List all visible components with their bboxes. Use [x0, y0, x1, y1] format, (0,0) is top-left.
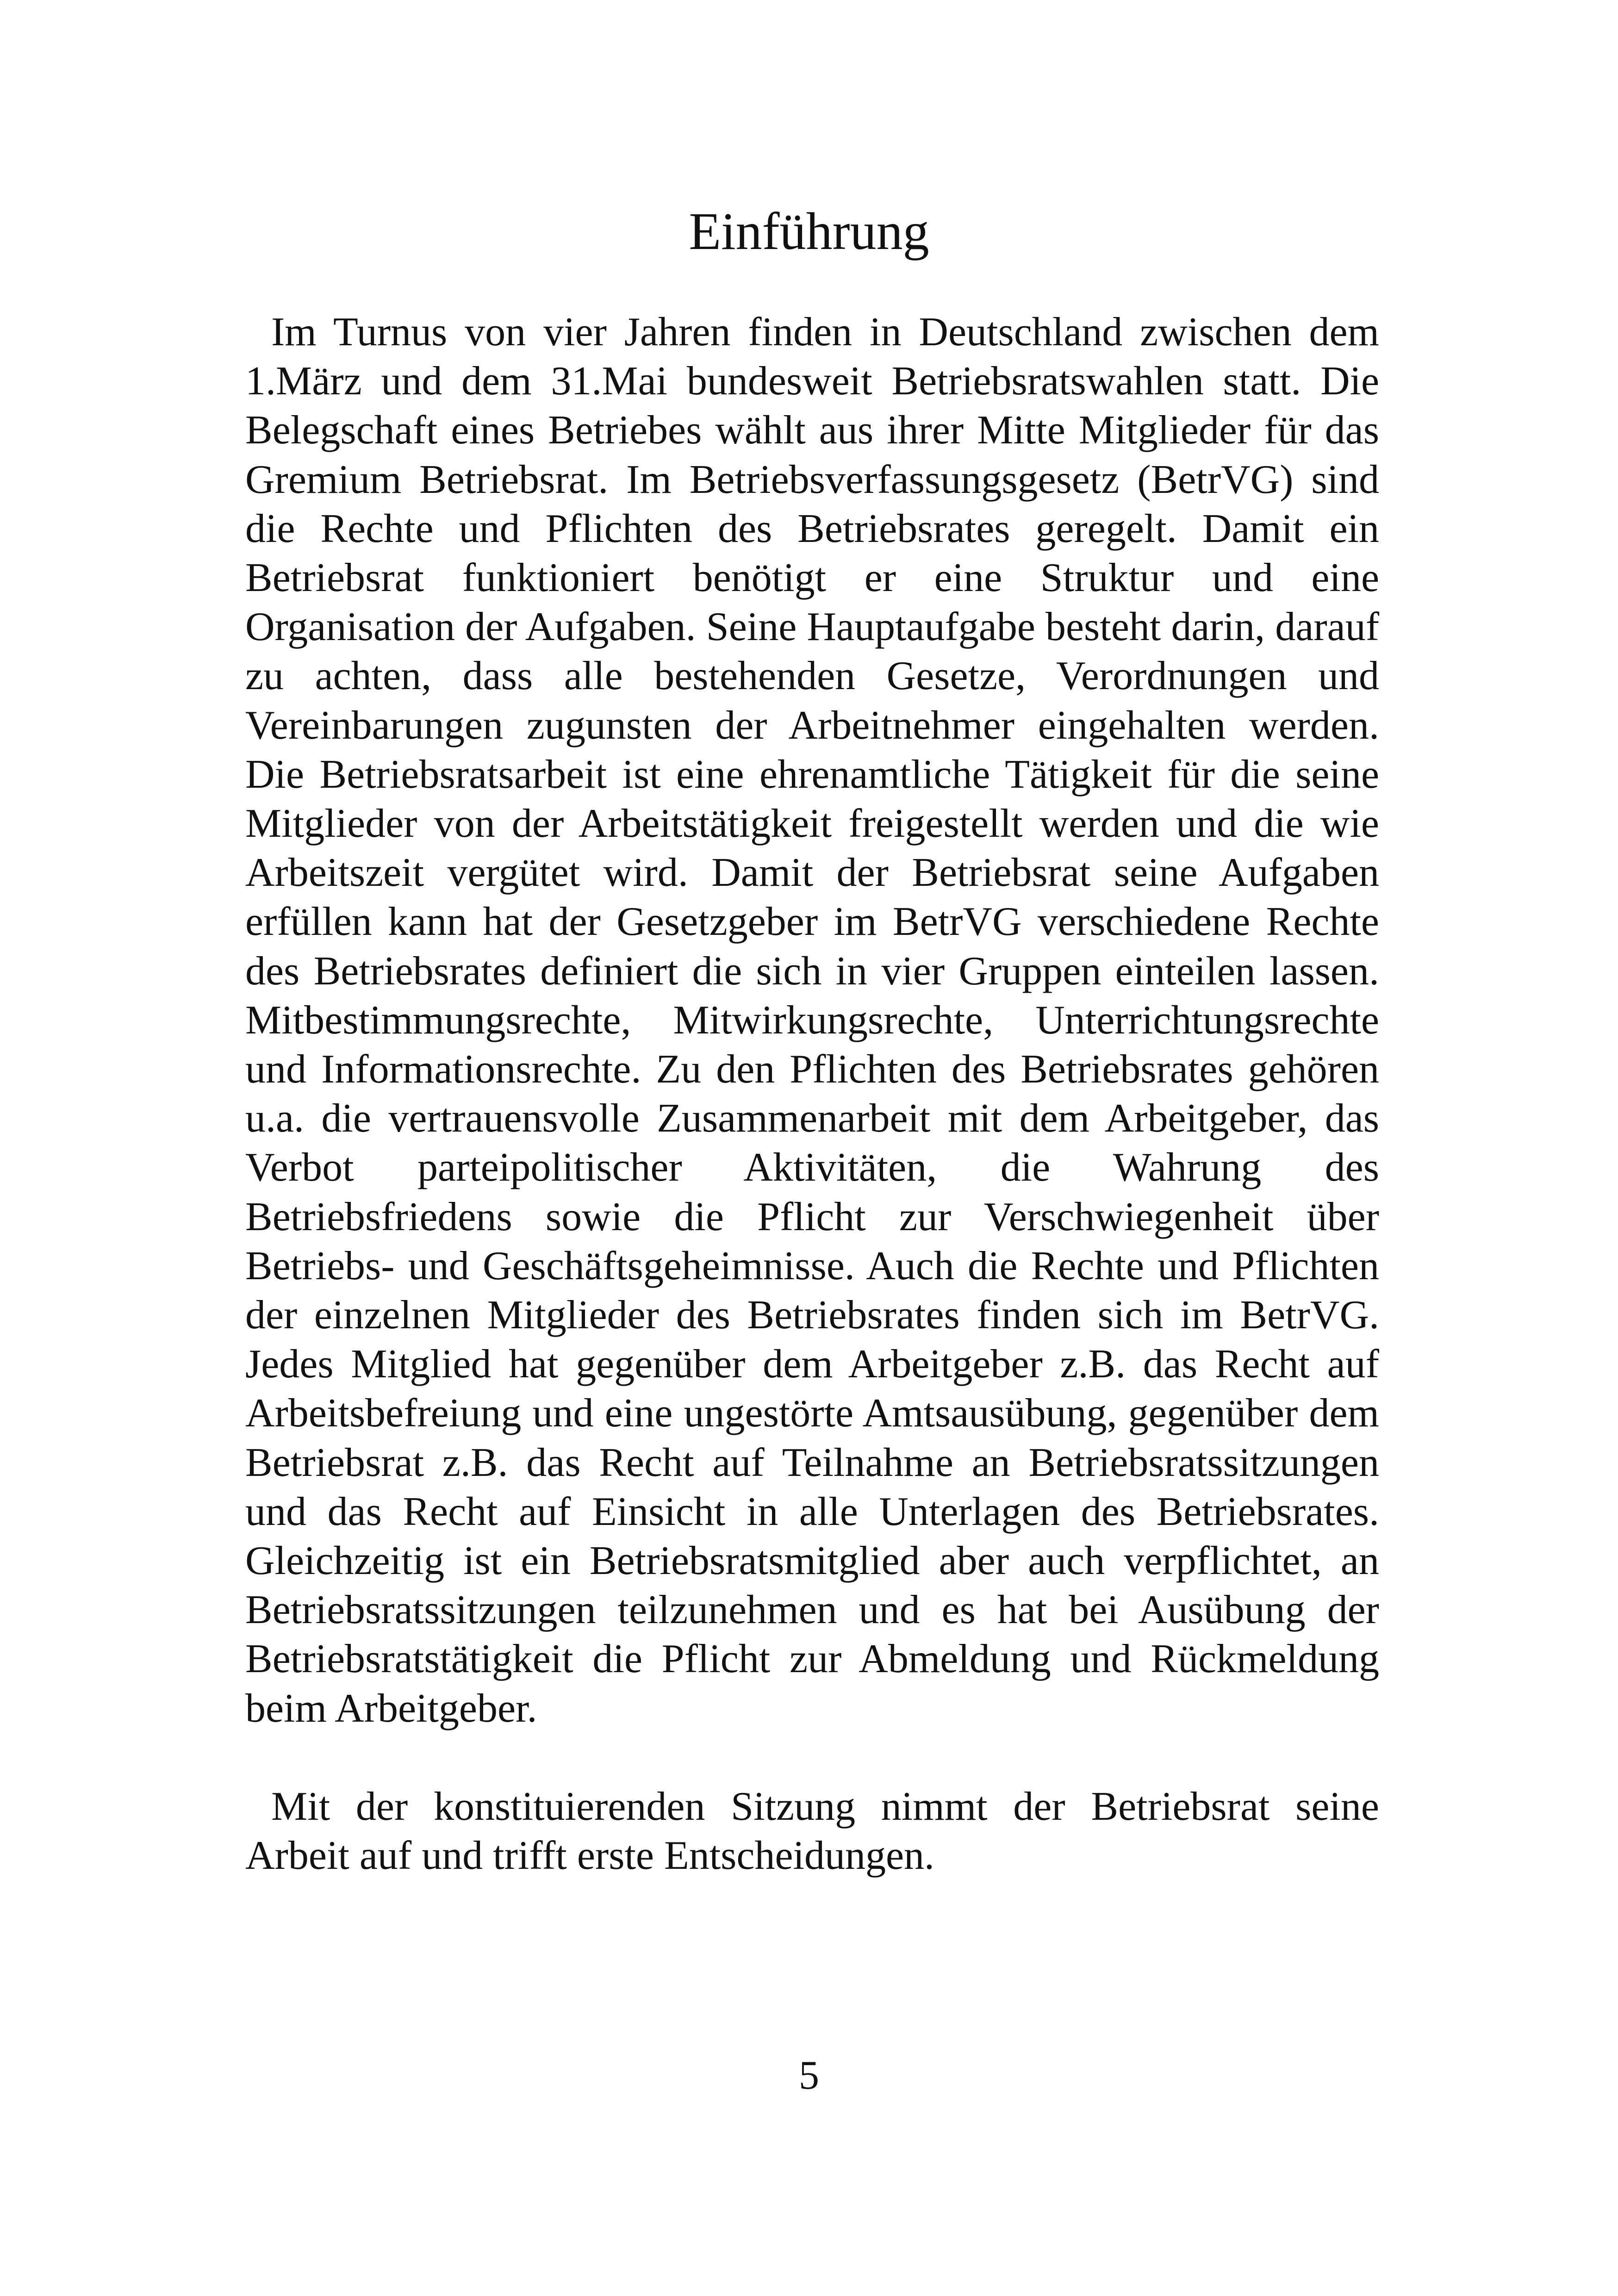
paragraph-1: Im Turnus von vier Jahren finden in Deutschland zwischen dem 1.März und dem 31.Mai bundesweit Betriebsratswahlen statt. Die Belegschaft eines Betriebes wählt aus ihrer Mitte Mitglieder für das Gremium Betriebsrat. Im Betriebsverfassungsgesetz (BetrVG) sind die Rechte und Pflichten des Betriebsrates geregelt. Damit ein Betriebsrat funktioniert benötigt er eine Struktur und eine Organisation der Aufgaben. Seine Hauptaufgabe besteht darin, darauf zu achten, dass alle bestehenden Gesetze, Verordnungen und Vereinbarungen zugunsten der Arbeitnehmer eingehalten werden. Die Betriebsratsarbeit ist eine ehrenamtliche Tätigkeit für die seine Mitglieder von der Arbeitstätigkeit freigestellt werden und die wie Arbeitszeit vergütet wird. Damit der Betriebsrat seine Aufgaben erfüllen kann hat der Gesetzgeber im BetrVG verschiedene Rechte des Betriebsrates definiert die sich in vier Gruppen einteilen lassen. Mitbestimmungsrechte, Mitwirkungsrechte, Unterrichtungsrechte und Informationsrechte. Zu den Pflichten des Betriebsrates gehören u.a. die vertrauensvolle Zusammenarbeit mit dem Arbeitgeber, das Verbot parteipolitischer Aktivitäten, die Wahrung des Betriebsfriedens sowie die Pflicht zur Verschwiegenheit über Betriebs- und Geschäftsgeheimnisse. Auch die Rechte und Pflichten der einzelnen Mitglieder des Betriebsrates finden sich im BetrVG. Jedes Mitglied hat gegenüber dem Arbeitgeber z.B. das Recht auf Arbeitsbefreiung und eine ungestörte Amtsausübung, gegenüber dem Betriebsrat z.B. das Recht auf Teilnahme an Betriebsratssitzungen und das Recht auf Einsicht in alle Unterlagen des Betriebsrates. Gleichzeitig ist ein Betriebsratsmitglied aber auch verpflichtet, an Betriebsratssitzungen teilzunehmen und es hat bei Ausübung der Betriebsratstätigkeit die Pflicht zur Abmeldung und Rückmeldung beim Arbeitgeber.: [245, 310, 1379, 1731]
body-text: [245, 308, 1379, 1880]
page-title: Einführung: [689, 202, 929, 261]
paragraph-2: Mit der konstituierenden Sitzung nimmt der Betriebsrat seine Arbeit auf und trifft erste Entscheidungen.: [245, 1784, 1379, 1879]
page-number: 5: [799, 2053, 819, 2098]
